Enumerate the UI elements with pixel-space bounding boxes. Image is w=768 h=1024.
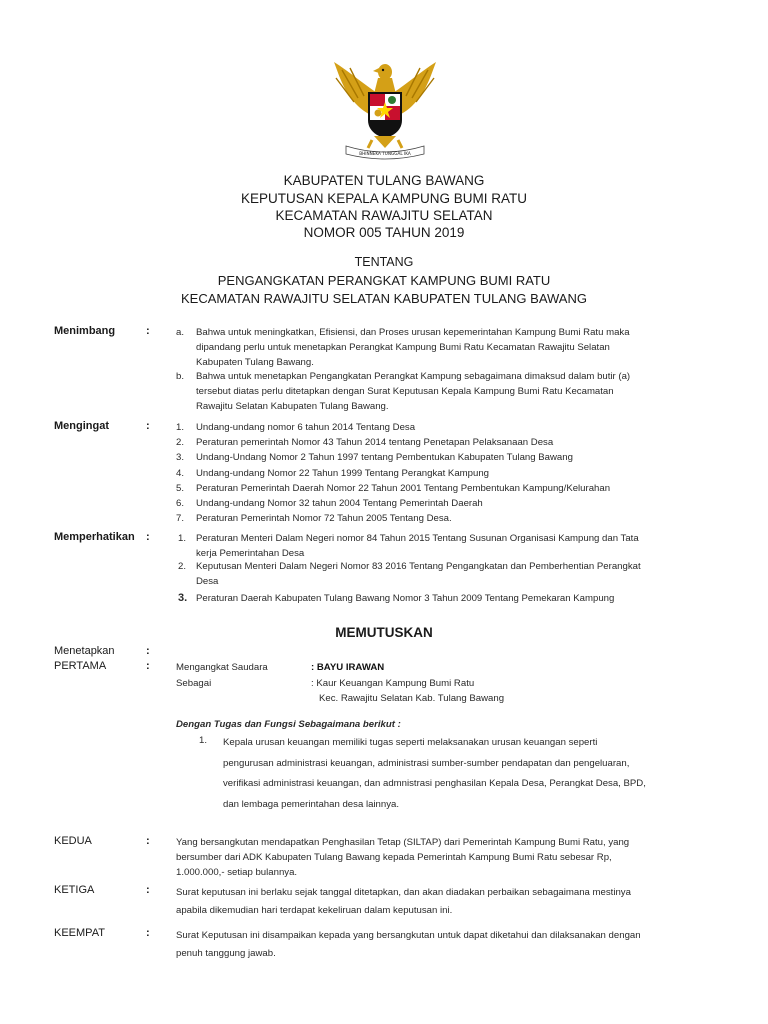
pertama-row2-label: Sebagai (176, 678, 212, 689)
menetapkan-colon: : (146, 645, 150, 657)
memperhatikan-marker-2: 2. (178, 561, 187, 572)
mengingat-item: 7. Peraturan Pemerintah Nomor 72 Tahun 2005 Tentang Desa. (176, 513, 452, 525)
menimbang-marker-b: b. (176, 371, 185, 382)
mengingat-item: 1. Undang-undang nomor 6 tahun 2014 Tentang Desa (176, 422, 416, 433)
tentang-label: TENTANG (354, 255, 414, 269)
pertama-row1-label: Mengangkat Saudara (176, 662, 268, 673)
menimbang-item-b: Bahwa untuk menetapkan Pengangkatan Perangkat Kampung sebagaimana dimaksud dalam butir (a) tersebut diatas perlu ditetapkan dengan Surat Keputusan Kepala Kampung Bumi Ratu Kecamatan Rawajitu Selatan Kabupaten Tulang Bawang. (196, 371, 631, 413)
ketiga-colon: : (146, 884, 150, 896)
mengingat-item: 4. Undang-undang Nomor 22 Tahun 1999 Tentang Perangkat Kampung (176, 467, 490, 479)
memperhatikan-label: Memperhatikan (54, 531, 135, 543)
subject-line-1: PENGANGKATAN PERANGKAT KAMPUNG BUMI RATU (217, 273, 551, 288)
mengingat-item: 2. Peraturan pemerintah Nomor 43 Tahun 2014 tentang Penetapan Pelaksanaan Desa (176, 437, 554, 449)
header-district: KECAMATAN RAWAJITU SELATAN (275, 208, 493, 223)
pertama-position: : Kaur Keuangan Kampung Bumi Ratu (311, 678, 475, 689)
header-regency: KABUPATEN TULANG BAWANG (283, 173, 485, 188)
garuda-emblem-icon (328, 58, 442, 162)
mengingat-list (176, 420, 611, 526)
keempat-colon: : (146, 927, 150, 939)
memperhatikan-item-1: Peraturan Menteri Dalam Negeri nomor 84 Tahun 2015 Tentang Susunan Organisasi Kampung dan Tata kerja Pemerintahan Desa (196, 533, 639, 560)
pertama-colon: : (146, 660, 150, 672)
menetapkan-label: Menetapkan (54, 645, 115, 657)
memperhatikan-item-2: Keputusan Menteri Dalam Negeri Nomor 83 2016 Tentang Pengangkatan dan Pemberhentian Perangkat Desa (196, 561, 641, 588)
menimbang-label: Menimbang (54, 325, 116, 337)
kedua-colon: : (146, 835, 150, 847)
memperhatikan-colon: : (146, 531, 150, 543)
ketiga-label: KETIGA (54, 884, 95, 896)
subject-line-2: KECAMATAN RAWAJITU SELATAN KABUPATEN TULANG BAWANG (181, 291, 587, 306)
tugas-marker: 1. (199, 735, 208, 746)
svg-text:BHINNEKA TUNGGAL IKA: BHINNEKA TUNGGAL IKA (359, 151, 411, 156)
keempat-label: KEEMPAT (54, 927, 105, 939)
header-number: NOMOR 005 TAHUN 2019 (303, 225, 465, 240)
memutuskan-heading: MEMUTUSKAN (335, 625, 433, 640)
ketiga-text: Surat keputusan ini berlaku sejak tanggal ditetapkan, dan akan diadakan perbaikan sebagaimana mestinya apabila dikemudian hari terdapat kekeliruan dalam keputusan ini. (176, 887, 631, 916)
memperhatikan-item-3: Peraturan Daerah Kabupaten Tulang Bawang Nomor 3 Tahun 2009 Tentang Pemekaran Kampung (196, 593, 615, 604)
mengingat-colon: : (146, 420, 150, 432)
mengingat-item: 5. Peraturan Pemerintah Daerah Nomor 22 Tahun 2001 Tentang Pembentukan Kampung/Kelurahan (176, 482, 611, 494)
menimbang-item-a: Bahwa untuk meningkatkan, Efisiensi, dan Proses urusan kepemerintahan Kampung Bumi Ratu maka dipandang perlu untuk menetapkan Perangkat Kampung Bumi Ratu Kecamatan Rawajitu Selatan Kabupaten Tulang Bawang. (196, 327, 630, 369)
pertama-appointee-name: : BAYU IRAWAN (311, 662, 385, 673)
header-decree-title: KEPUTUSAN KEPALA KAMPUNG BUMI RATU (240, 191, 528, 206)
memperhatikan-marker-3: 3. (178, 592, 188, 604)
kedua-label: KEDUA (54, 835, 92, 847)
keempat-text: Surat Keputusan ini disampaikan kepada yang bersangkutan untuk dapat diketahui dan dilaksanakan dengan penuh tanggung jawab. (176, 930, 641, 959)
kedua-text: Yang bersangkutan mendapatkan Penghasilan Tetap (SILTAP) dari Pemerintah Kampung Bumi Ratu, yang bersumber dari ADK Kabupaten Tulang Bawang kepada Pemerintah Kampung Bumi Ratu sebesar Rp, 1.000.000,- setiap bulannya. (176, 837, 630, 879)
menimbang-marker-a: a. (176, 327, 185, 338)
tugas-heading: Dengan Tugas dan Fungsi Sebagaimana berikut : (176, 719, 401, 730)
menimbang-colon: : (146, 325, 150, 337)
tugas-item-1: Kepala urusan keuangan memiliki tugas seperti melaksanakan urusan keuangan seperti pengurusan administrasi keuangan, administrasi sumber-sumber pendapatan dan pengeluaran, verifikasi administrasi keuangan, dan admnistrasi penghasilan Kepala Desa, Perangkat Desa, BPD, dan lembaga pemerintahan desa lainnya. (223, 737, 646, 810)
mengingat-item: 3. Undang-Undang Nomor 2 Tahun 1997 tentang Pembentukan Kabupaten Tulang Bawang (176, 452, 573, 464)
pertama-location: Kec. Rawajitu Selatan Kab. Tulang Bawang (319, 693, 505, 704)
pertama-label: PERTAMA (54, 660, 107, 672)
mengingat-item: 6. Undang-undang Nomor 32 tahun 2004 Tentang Pemerintah Daerah (176, 498, 483, 510)
mengingat-label: Mengingat (54, 420, 109, 432)
memperhatikan-marker-1: 1. (178, 533, 187, 544)
